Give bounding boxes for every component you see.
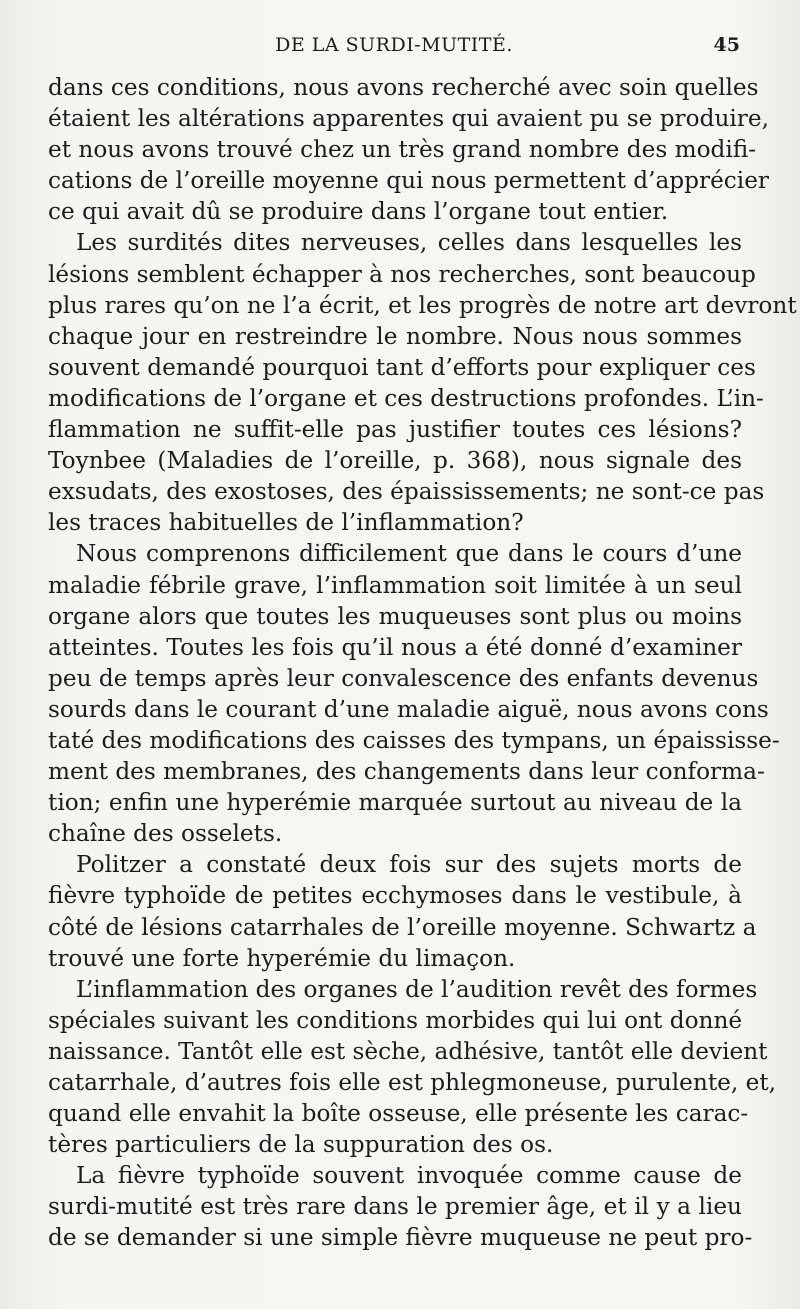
text-line: dans ces conditions, nous avons recherché avec soin quelles — [48, 74, 759, 101]
text-line: maladie fébrile grave, l’inflammation soit limitée à un seul — [48, 571, 742, 599]
paragraph — [48, 227, 797, 538]
text-line: étaient les altérations apparentes qui avaient pu se produire, — [48, 105, 769, 133]
page-number: 45 — [713, 34, 740, 56]
text-line: ce qui avait dû se produire dans l’organe tout entier. — [48, 198, 669, 226]
text-line: lésions semblent échapper à nos recherches, sont beaucoup — [48, 260, 756, 288]
text-line: peu de temps après leur convalescence des enfants devenus — [48, 664, 759, 692]
paragraph — [48, 72, 770, 227]
paragraph — [48, 1160, 753, 1253]
text-line: chaîne des osselets. — [48, 820, 283, 848]
text-line: Les surdités dites nerveuses, celles dans lesquelles les — [76, 229, 742, 257]
text-line: taté des modifications des caisses des tympans, un épaississe- — [48, 726, 780, 754]
text-line: sourds dans le courant d’une maladie aiguë, nous avons cons — [48, 695, 769, 723]
text-line: ment des membranes, des changements dans leur conforma- — [48, 758, 765, 786]
text-line: chaque jour en restreindre le nombre. Nous nous sommes — [48, 322, 742, 350]
text-line: Politzer a constaté deux fois sur des sujets morts de — [76, 851, 742, 879]
text-line: quand elle envahit la boîte osseuse, elle présente les carac- — [48, 1100, 749, 1128]
text-line: Nous comprenons difficilement que dans le cours d’une — [76, 540, 742, 568]
text-line: surdi-mutité est très rare dans le premier âge, et il y a lieu — [48, 1193, 742, 1221]
text-line: de se demander si une simple fièvre muqueuse ne peut pro- — [48, 1224, 753, 1252]
paragraph — [48, 538, 780, 849]
text-line: modifications de l’organe et ces destructions profondes. L’in- — [48, 384, 764, 412]
text-line: souvent demandé pourquoi tant d’efforts pour expliquer ces — [48, 353, 756, 381]
text-line: les traces habituelles de l’inflammation? — [48, 509, 524, 537]
text-line: flammation ne suffit-elle pas justifier toutes ces lésions? — [48, 416, 742, 444]
text-line: L’inflammation des organes de l’audition revêt des formes — [76, 975, 758, 1003]
text-line: naissance. Tantôt elle est sèche, adhésive, tantôt elle devient — [48, 1037, 768, 1065]
text-line: Toynbee (Maladies de l’oreille, p. 368), nous signale des — [48, 447, 742, 475]
page-header — [48, 34, 740, 60]
text-line: tion; enfin une hyperémie marquée surtout au niveau de la — [48, 789, 742, 817]
text-line: La fièvre typhoïde souvent invoquée comme cause de — [76, 1162, 742, 1190]
text-line: organe alors que toutes les muqueuses sont plus ou moins — [48, 602, 742, 630]
running-title: DE LA SURDI-MUTITÉ. — [275, 34, 513, 56]
paragraph — [48, 849, 757, 973]
text-line: spéciales suivant les conditions morbides qui lui ont donné — [48, 1006, 743, 1034]
text-line: et nous avons trouvé chez un très grand nombre des modifi- — [48, 136, 757, 164]
text-line: exsudats, des exostoses, des épaississements; ne sont-ce pas — [48, 478, 765, 506]
text-line: tères particuliers de la suppuration des os. — [48, 1131, 554, 1159]
text-line: trouvé une forte hyperémie du limaçon. — [48, 944, 516, 972]
body-text — [48, 72, 797, 1254]
text-line: catarrhale, d’autres fois elle est phlegmoneuse, purulente, et, — [48, 1069, 777, 1096]
paragraph — [48, 974, 777, 1161]
text-line: cations de l’oreille moyenne qui nous permettent d’apprécier — [48, 167, 770, 195]
text-line: atteintes. Toutes les fois qu’il nous a été donné d’examiner — [48, 633, 742, 661]
text-line: plus rares qu’on ne l’a écrit, et les progrès de notre art devront — [48, 291, 797, 319]
text-line: fièvre typhoïde de petites ecchymoses dans le vestibule, à — [48, 882, 742, 910]
text-line: côté de lésions catarrhales de l’oreille moyenne. Schwartz a — [48, 913, 757, 941]
